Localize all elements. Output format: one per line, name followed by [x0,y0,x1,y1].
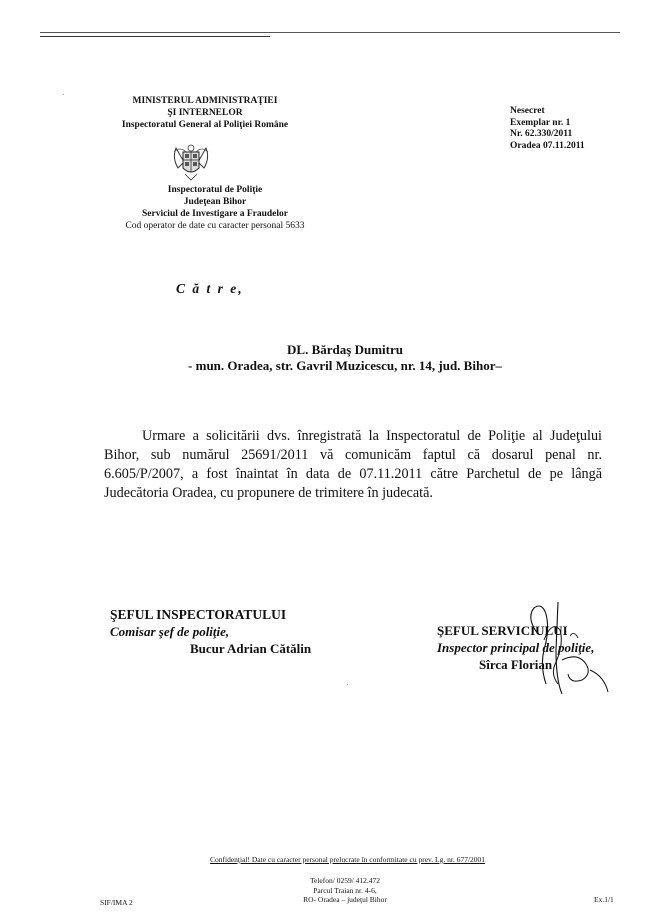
top-rule-accent [40,36,270,37]
file-reference: SIF/IMA 2 [100,898,133,907]
classification: Nesecret [510,106,545,116]
letter-body: Urmare a solicitării dvs. înregistrată la Inspectoratul de Poliţie al Judeţului Bihor, sub numărul 25691/2011 vă comunicăm faptul că dosarul penal nr. 6.605/P/2007, a fost înaintat în data de 07.11.2011 către Parchetul de pe lângă Judecătoria Oradea, cu propunere de trimitere în judecată. [104,428,602,501]
contact-block [0,876,650,905]
city-address: RO- Oradea – judeţul Bihor [303,895,387,904]
recipient-name: DL. Bărdaş Dumitru [287,342,403,357]
unit-line2: Judeţean Bihor [183,197,247,207]
signatory-rank: Inspector principal de poliţie, [437,640,595,655]
phone: Telefon/ 0259/ 412.472 [309,876,381,885]
salutation: C ă t r e, [176,281,244,296]
street-address: Parcul Traian nr. 4-6, [313,885,377,895]
ministry-line1: MINISTERUL ADMINISTRAŢIEI [132,96,278,106]
signatory-title: ŞEFUL SERVICIULUI [437,623,568,638]
signatory-name: Sîrca Florian [479,657,553,672]
place-date: Oradea 07.11.2011 [510,140,585,151]
recipient-address: - mun. Oradea, str. Gavril Muzicescu, nr. 14, jud. Bihor– [188,358,502,373]
signatory-rank: Comisar şef de poliţie, [110,624,230,639]
inspectorate-general: Inspectoratul General al Poliţiei Române [121,120,289,130]
signatory-title: ŞEFUL INSPECTORATULUI [110,607,287,622]
scan-speck [347,684,348,685]
copy-number: Exemplar nr. 1 [510,117,571,128]
signature-block-left [110,606,311,657]
coat-of-arms-icon [170,142,212,182]
document-reference [510,106,585,152]
registration-number: Nr. 62.330/2011 [510,129,573,139]
ministry-header [95,95,315,131]
signatory-name: Bucur Adrian Cătălin [190,641,312,656]
top-rule [40,32,620,33]
ministry-line2: ŞI INTERNELOR [167,108,243,118]
scan-speck [63,94,64,95]
confidentiality-notice: Confidenţial! Date cu caracter personal prelucrate în conformitate cu prev. Lg. nr. 677/2001 [210,855,486,864]
unit-line3: Serviciul de Investigare a Fraudelor [141,209,288,219]
unit-line1: Inspectoratul de Poliţie [167,185,263,195]
page-count: Ex.1/1 [594,895,614,904]
handwritten-signature [500,600,620,700]
operator-code: Cod operator de date cu caracter personal 5633 [125,221,305,231]
unit-header [95,184,335,232]
